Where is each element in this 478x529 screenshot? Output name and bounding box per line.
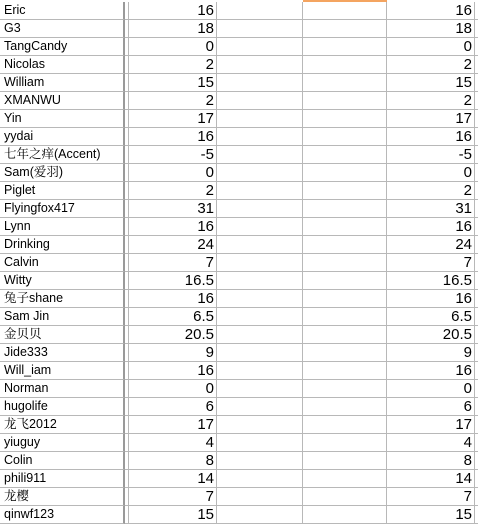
score-cell[interactable]: 16 [129,218,217,236]
total-cell[interactable]: 15 [387,74,475,92]
table-row [0,452,478,470]
empty-cell[interactable] [217,290,303,308]
player-name-cell[interactable]: Drinking [0,236,125,254]
empty-cell[interactable] [217,74,303,92]
score-cell[interactable]: 18 [129,20,217,38]
empty-cell[interactable] [217,326,303,344]
total-cell[interactable]: 2 [387,182,475,200]
table-row [0,254,478,272]
table-row [0,110,478,128]
table-row [0,182,478,200]
score-cell[interactable]: 16 [129,128,217,146]
total-cell[interactable]: 6.5 [387,308,475,326]
empty-cell[interactable] [217,362,303,380]
empty-cell[interactable] [303,254,387,272]
player-name-cell[interactable]: yiuguy [0,434,125,452]
player-name-cell[interactable]: Sam Jin [0,308,125,326]
score-cell[interactable]: 2 [129,92,217,110]
table-row [0,344,478,362]
score-cell[interactable]: -5 [129,146,217,164]
score-cell[interactable]: 6 [129,398,217,416]
empty-cell[interactable] [217,380,303,398]
empty-cell[interactable] [217,416,303,434]
total-cell[interactable]: 16 [387,128,475,146]
empty-cell[interactable] [303,488,387,506]
empty-cell[interactable] [303,56,387,74]
empty-cell[interactable] [217,182,303,200]
score-cell[interactable]: 31 [129,200,217,218]
total-cell[interactable]: 20.5 [387,326,475,344]
table-row [0,146,478,164]
table-row [0,308,478,326]
table-row [0,272,478,290]
total-cell[interactable]: 7 [387,254,475,272]
table-row [0,218,478,236]
score-cell[interactable]: 16 [129,290,217,308]
total-cell[interactable]: 31 [387,200,475,218]
empty-cell[interactable] [303,2,387,20]
empty-cell[interactable] [303,470,387,488]
score-cell[interactable]: 14 [129,470,217,488]
empty-cell[interactable] [217,470,303,488]
empty-cell[interactable] [217,110,303,128]
player-name-cell[interactable]: Jide333 [0,344,125,362]
player-name-cell[interactable]: 七年之痒(Accent) [0,146,125,164]
table-row [0,20,478,38]
player-name-cell[interactable]: Colin [0,452,125,470]
empty-cell[interactable] [303,506,387,524]
empty-cell[interactable] [217,398,303,416]
empty-cell[interactable] [217,218,303,236]
table-row [0,2,478,20]
score-cell[interactable]: 2 [129,182,217,200]
total-cell[interactable]: -5 [387,146,475,164]
score-cell[interactable]: 16 [129,2,217,20]
score-cell[interactable]: 20.5 [129,326,217,344]
total-cell[interactable]: 4 [387,434,475,452]
table-row [0,470,478,488]
score-cell[interactable]: 4 [129,434,217,452]
score-cell[interactable]: 0 [129,380,217,398]
empty-cell[interactable] [217,56,303,74]
empty-cell[interactable] [303,452,387,470]
empty-cell[interactable] [303,416,387,434]
table-row [0,380,478,398]
player-name-cell[interactable]: Yin [0,110,125,128]
total-cell[interactable]: 6 [387,398,475,416]
player-name-cell[interactable]: Witty [0,272,125,290]
score-cell[interactable]: 9 [129,344,217,362]
table-row [0,434,478,452]
total-cell[interactable]: 18 [387,20,475,38]
empty-cell[interactable] [217,434,303,452]
table-row [0,506,478,524]
table-row [0,74,478,92]
empty-cell[interactable] [303,128,387,146]
score-cell[interactable]: 16.5 [129,272,217,290]
empty-cell[interactable] [217,20,303,38]
score-cell[interactable]: 24 [129,236,217,254]
total-cell[interactable]: 15 [387,506,475,524]
player-name-cell[interactable]: Piglet [0,182,125,200]
total-cell[interactable]: 16 [387,218,475,236]
empty-cell[interactable] [303,110,387,128]
player-name-cell[interactable]: Flyingfox417 [0,200,125,218]
empty-cell[interactable] [303,146,387,164]
empty-cell[interactable] [303,380,387,398]
empty-cell[interactable] [217,506,303,524]
score-cell[interactable]: 6.5 [129,308,217,326]
empty-cell[interactable] [303,290,387,308]
total-cell[interactable]: 0 [387,164,475,182]
total-cell[interactable]: 17 [387,110,475,128]
player-name-cell[interactable]: Eric [0,2,125,20]
empty-cell[interactable] [303,434,387,452]
empty-cell[interactable] [217,488,303,506]
score-cell[interactable]: 15 [129,74,217,92]
empty-cell[interactable] [303,218,387,236]
player-name-cell[interactable]: phili911 [0,470,125,488]
empty-cell[interactable] [303,308,387,326]
total-cell[interactable]: 9 [387,344,475,362]
empty-cell[interactable] [217,164,303,182]
total-cell[interactable]: 0 [387,38,475,56]
total-cell[interactable]: 16 [387,290,475,308]
empty-cell[interactable] [217,254,303,272]
empty-cell[interactable] [217,344,303,362]
empty-cell[interactable] [303,164,387,182]
player-name-cell[interactable]: 龙樱 [0,488,125,506]
score-cell[interactable]: 2 [129,56,217,74]
empty-cell[interactable] [303,326,387,344]
empty-cell[interactable] [303,38,387,56]
empty-cell[interactable] [303,362,387,380]
empty-cell[interactable] [217,2,303,20]
empty-cell[interactable] [217,236,303,254]
player-name-cell[interactable]: TangCandy [0,38,125,56]
table-row [0,236,478,254]
player-name-cell[interactable]: qinwf123 [0,506,125,524]
total-cell[interactable]: 14 [387,470,475,488]
total-cell[interactable]: 16 [387,2,475,20]
score-cell[interactable]: 15 [129,506,217,524]
total-cell[interactable]: 8 [387,452,475,470]
player-name-cell[interactable]: hugolife [0,398,125,416]
empty-cell[interactable] [217,146,303,164]
total-cell[interactable]: 16.5 [387,272,475,290]
table-row [0,128,478,146]
total-cell[interactable]: 2 [387,92,475,110]
empty-cell[interactable] [303,92,387,110]
empty-cell[interactable] [217,38,303,56]
table-row [0,362,478,380]
player-name-cell[interactable]: G3 [0,20,125,38]
player-name-cell[interactable]: William [0,74,125,92]
table-row [0,56,478,74]
score-cell[interactable]: 8 [129,452,217,470]
empty-cell[interactable] [217,128,303,146]
player-name-cell[interactable]: 兔子shane [0,290,125,308]
table-row [0,416,478,434]
player-name-cell[interactable]: Will_iam [0,362,125,380]
score-cell[interactable]: 7 [129,488,217,506]
empty-cell[interactable] [303,74,387,92]
empty-cell[interactable] [303,200,387,218]
empty-cell[interactable] [217,272,303,290]
score-cell[interactable]: 0 [129,164,217,182]
player-name-cell[interactable]: 龙飞2012 [0,416,125,434]
player-name-cell[interactable]: 金贝贝 [0,326,125,344]
player-name-cell[interactable]: Nicolas [0,56,125,74]
empty-cell[interactable] [303,272,387,290]
player-name-cell[interactable]: Calvin [0,254,125,272]
table-row [0,164,478,182]
total-cell[interactable]: 24 [387,236,475,254]
score-cell[interactable]: 17 [129,416,217,434]
table-row [0,38,478,56]
player-name-cell[interactable]: XMANWU [0,92,125,110]
player-name-cell[interactable]: yydai [0,128,125,146]
empty-cell[interactable] [217,452,303,470]
score-cell[interactable]: 16 [129,362,217,380]
score-cell[interactable]: 0 [129,38,217,56]
empty-cell[interactable] [303,344,387,362]
table-row [0,398,478,416]
empty-cell[interactable] [303,398,387,416]
empty-cell[interactable] [303,182,387,200]
empty-cell[interactable] [217,92,303,110]
total-cell[interactable]: 7 [387,488,475,506]
table-row [0,488,478,506]
player-name-cell[interactable]: Norman [0,380,125,398]
table-row [0,92,478,110]
total-cell[interactable]: 0 [387,380,475,398]
player-name-cell[interactable]: Lynn [0,218,125,236]
table-row [0,326,478,344]
score-cell[interactable]: 17 [129,110,217,128]
player-name-cell[interactable]: Sam(爱羽) [0,164,125,182]
empty-cell[interactable] [303,20,387,38]
total-cell[interactable]: 17 [387,416,475,434]
table-row [0,290,478,308]
score-cell[interactable]: 7 [129,254,217,272]
empty-cell[interactable] [217,308,303,326]
total-cell[interactable]: 2 [387,56,475,74]
table-row [0,200,478,218]
empty-cell[interactable] [303,236,387,254]
total-cell[interactable]: 16 [387,362,475,380]
empty-cell[interactable] [217,200,303,218]
